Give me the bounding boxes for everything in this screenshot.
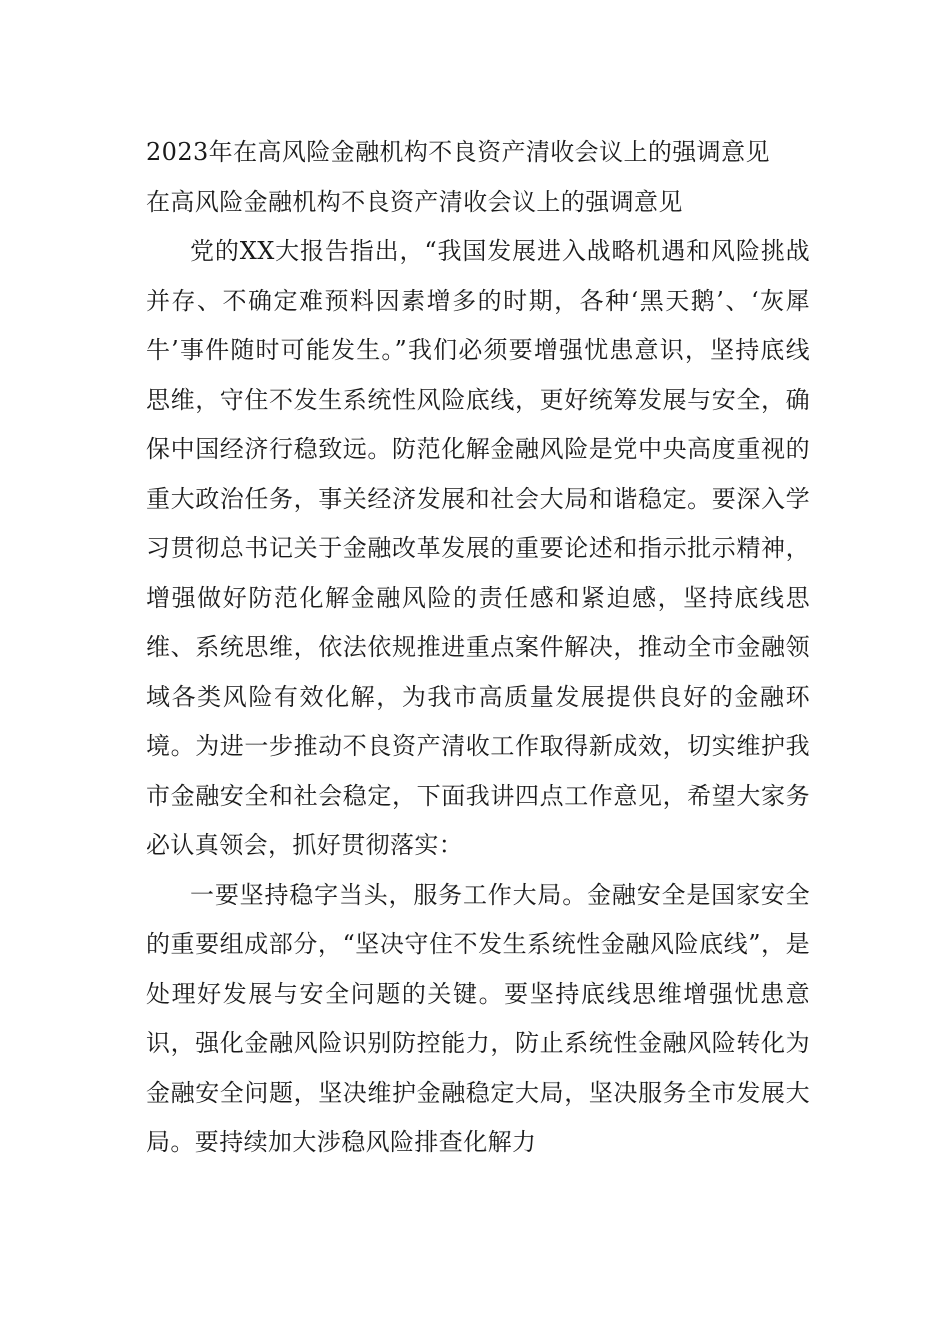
body-paragraph-1: 党的XX大报告指出，“我国发展进入战略机遇和风险挑战并存、不确定难预料因素增多的时期，各种‘黑天鹅’、‘灰犀牛’事件随时可能发生。”我们必须要增强忧患意识，坚持底线思维，守住不发生系统性风险底线，更好统筹发展与安全，确保中国经济行稳致远。防范化解金融风险是党中央高度重视的重大政治任务，事关经济发展和社会大局和谐稳定。要深入学习贯彻总书记关于金融改革发展的重要论述和指示批示精神，增强做好防范化解金融风险的责任感和紧迫感，坚持底线思维、系统思维，依法依规推进重点案件解决，推动全市金融领域各类风险有效化解，为我市高质量发展提供良好的金融环境。为进一步推动不良资产清收工作取得新成效，切实维护我市金融安全和社会稳定，下面我讲四点工作意见，希望大家务必认真领会，抓好贯彻落实： [146,237,810,859]
body-paragraph-2: 一要坚持稳字当头，服务工作大局。金融安全是国家安全的重要组成部分，“坚决守住不发生系统性金融风险底线”，是处理好发展与安全问题的关键。要坚持底线思维增强忧患意识，强化金融风险识别防控能力，防止系统性金融风险转化为金融安全问题，坚决维护金融稳定大局，坚决服务全市发展大局。要持续加大涉稳风险排查化解力 [146,880,810,1156]
document-title-line-2: 在高风险金融机构不良资产清收会议上的强调意见 [146,187,683,216]
document-body [146,128,810,1168]
document-title-line-1: 2023年在高风险金融机构不良资产清收会议上的强调意见 [146,138,770,166]
